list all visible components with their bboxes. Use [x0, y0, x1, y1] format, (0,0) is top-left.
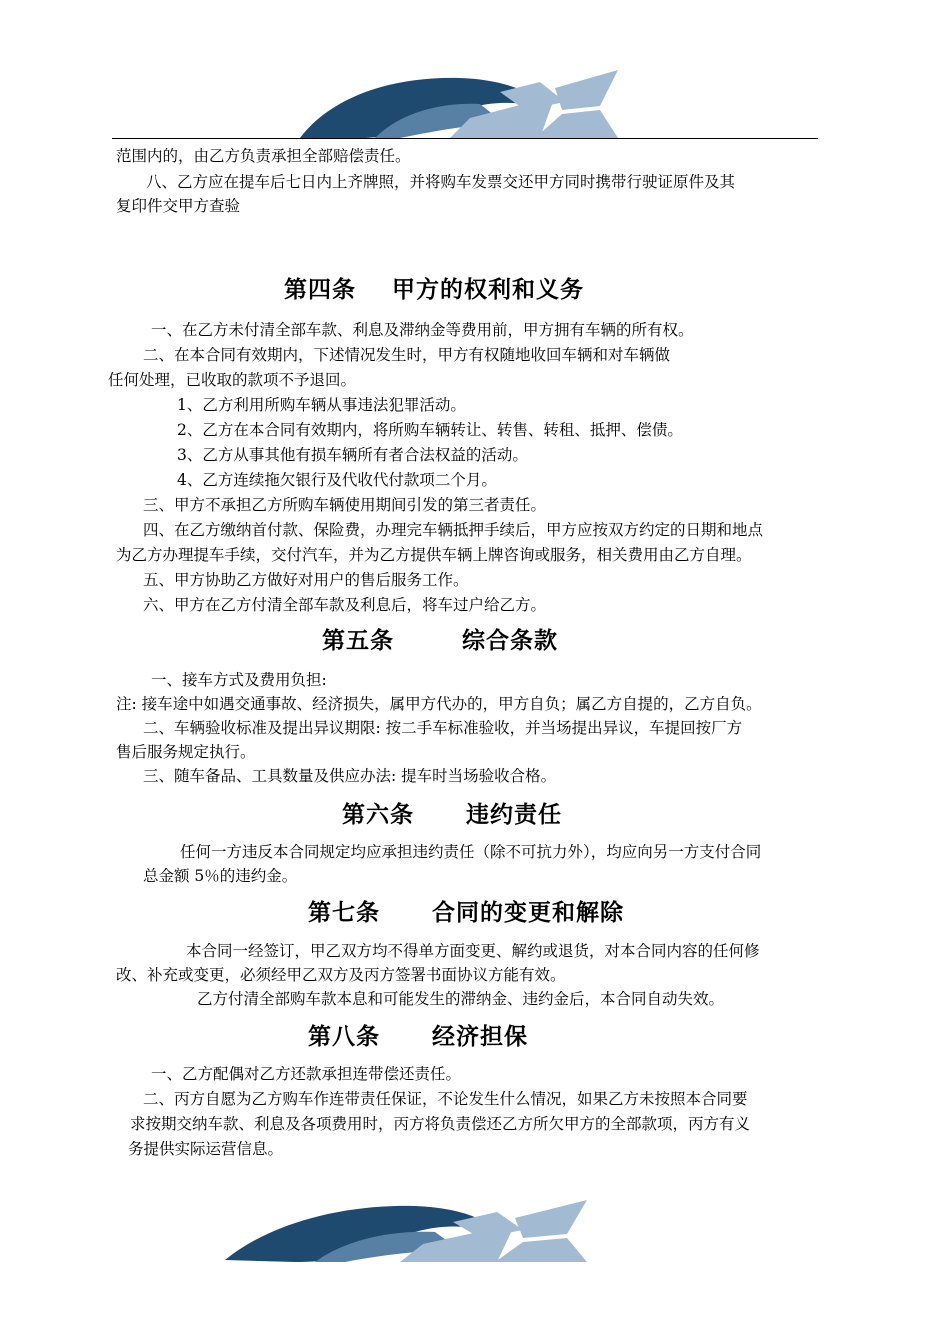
article-4-clause-1: 一、在乙方未付清全部车款、利息及滞纳金等费用前，甲方拥有车辆的所有权。 [151, 321, 694, 339]
article-6-title: 违约责任 [466, 801, 562, 828]
article-8-heading [308, 1022, 528, 1052]
article-5-title: 综合条款 [462, 627, 558, 654]
article-7-heading [308, 898, 624, 928]
article-4-clause-4-line-1: 四、在乙方缴纳首付款、保险费，办理完车辆抵押手续后，甲方应按双方约定的日期和地点 [143, 521, 764, 539]
article-4-clause-2-line-1: 二、在本合同有效期内，下述情况发生时，甲方有权随地收回车辆和对车辆做 [143, 346, 671, 364]
clause-8-line-2: 复印件交甲方查验 [116, 197, 241, 215]
article-7-line-1: 本合同一经签订，甲乙双方均不得单方面变更、解约或退货，对本合同内容的任何修 [186, 942, 760, 960]
article-8-clause-1: 一、乙方配偶对乙方还款承担连带偿还责任。 [151, 1065, 462, 1083]
article-6-line-2: 总金额 5％的违约金。 [143, 867, 298, 885]
article-5-heading [322, 626, 558, 656]
article-4-clause-2-line-2: 任何处理，已收取的款项不予退回。 [108, 371, 357, 389]
article-8-title: 经济担保 [432, 1023, 528, 1050]
paragraph-continuation: 范围内的，由乙方负责承担全部赔偿责任。 [116, 147, 411, 165]
article-4-title: 甲方的权利和义务 [392, 276, 584, 303]
article-4-sub-3: 3、乙方从事其他有损车辆所有者合法权益的活动。 [177, 446, 528, 464]
article-7-line-3: 乙方付清全部购车款本息和可能发生的滞纳金、违约金后，本合同自动失效。 [197, 990, 725, 1008]
header-rule [112, 138, 818, 139]
article-8-number: 第八条 [308, 1023, 380, 1050]
article-6-line-1: 任何一方违反本合同规定均应承担违约责任（除不可抗力外），均应向另一方支付合同 [180, 843, 762, 861]
logo-light-cross-right [555, 70, 618, 110]
logo-light-cross-right [515, 1200, 587, 1238]
article-4-sub-4: 4、乙方连续拖欠银行及代收代付款项二个月。 [177, 471, 497, 489]
article-8-clause-2-line-2: 求按期交纳车款、利息及各项费用时，丙方将负责偿还乙方所欠甲方的全部款项，丙方有义 [130, 1115, 751, 1133]
article-4-sub-2: 2、乙方在本合同有效期内，将所购车辆转让、转售、转租、抵押、偿债。 [177, 421, 683, 439]
article-4-number: 第四条 [284, 276, 356, 303]
article-5-clause-2-line-1: 二、车辆验收标准及提出异议期限: 按二手车标准验收，并当场提出异议，车提回按厂方 [143, 719, 743, 737]
article-4-clause-6: 六、甲方在乙方付清全部车款及利息后，将车过户给乙方。 [143, 596, 547, 614]
logo-light-lower [495, 1238, 587, 1262]
article-5-clause-1: 一、接车方式及费用负担: [151, 671, 327, 689]
article-8-clause-2-line-1: 二、丙方自愿为乙方购车作连带责任保证，不论发生什么情况，如果乙方未按照本合同要 [143, 1090, 748, 1108]
article-7-line-2: 改、补充或变更，必须经甲乙双方及丙方签署书面协议方能有效。 [116, 966, 566, 984]
article-5-clause-3: 三、随车备品、工具数量及供应办法: 提车时当场验收合格。 [143, 767, 557, 785]
article-4-clause-3: 三、甲方不承担乙方所购车辆使用期间引发的第三者责任。 [143, 496, 547, 514]
article-6-heading [342, 800, 562, 830]
article-7-title: 合同的变更和解除 [432, 899, 624, 926]
article-6-number: 第六条 [342, 801, 414, 828]
header-logo-graphic [300, 58, 630, 138]
article-4-clause-5: 五、甲方协助乙方做好对用户的售后服务工作。 [143, 571, 469, 589]
article-4-heading [284, 275, 584, 305]
clause-8-line-1: 八、乙方应在提车后七日内上齐牌照，并将购车发票交还甲方同时携带行驶证原件及其 [146, 173, 736, 191]
article-8-clause-2-line-3: 务提供实际运营信息。 [128, 1140, 284, 1158]
footer-logo-graphic [225, 1192, 610, 1264]
article-7-number: 第七条 [308, 899, 380, 926]
article-5-number: 第五条 [322, 627, 394, 654]
article-5-clause-2-line-2: 售后服务规定执行。 [116, 743, 256, 761]
article-4-clause-4-line-2: 为乙方办理提车手续，交付汽车，并为乙方提供车辆上牌咨询或服务，相关费用由乙方自理。 [116, 546, 752, 564]
article-4-sub-1: 1、乙方利用所购车辆从事违法犯罪活动。 [177, 396, 466, 414]
article-5-note: 注: 接车途中如遇交通事故、经济损失，属甲方代办的，甲方自负；属乙方自提的，乙方自负。 [116, 695, 762, 713]
